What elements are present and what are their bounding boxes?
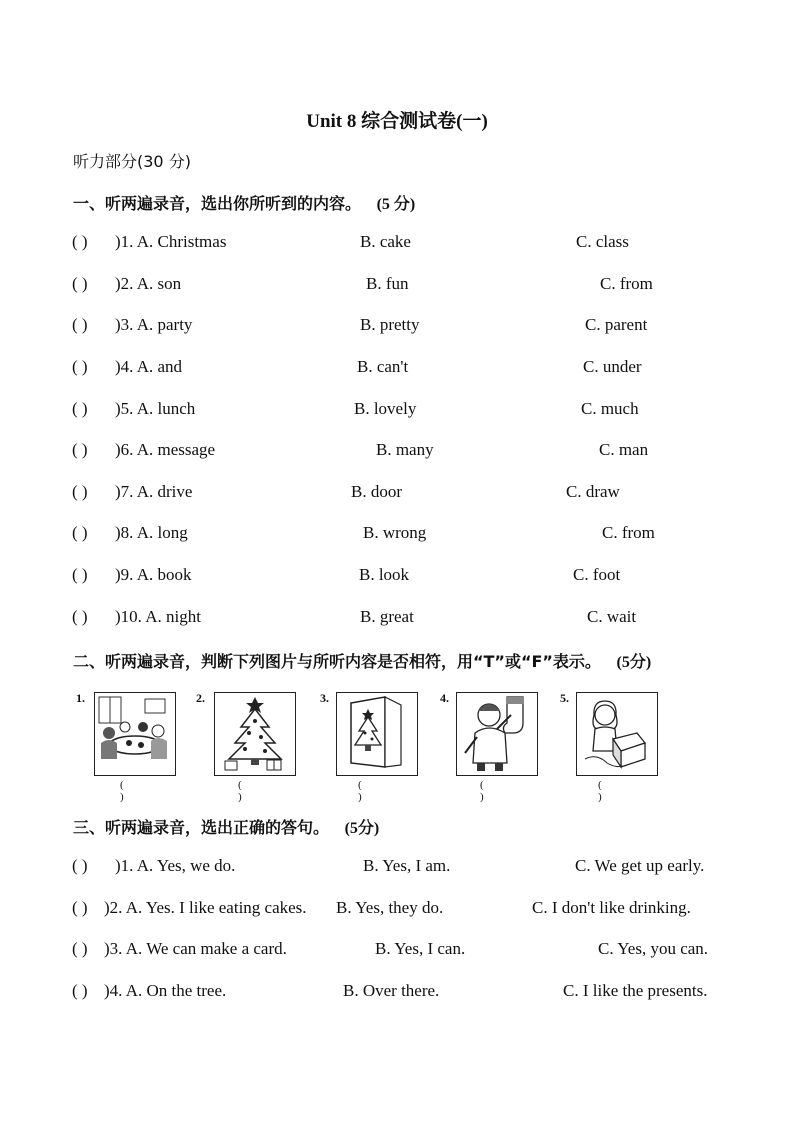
picture-row xyxy=(72,688,722,803)
option-b: B. great xyxy=(360,607,414,626)
family-dinner-picture xyxy=(94,692,176,776)
option-a: )2. A. son xyxy=(115,274,182,293)
option-b: B. Yes, I can. xyxy=(375,939,466,958)
s1-question-1 xyxy=(0,232,794,256)
section1-heading xyxy=(73,191,415,214)
option-b: B. lovely xyxy=(354,399,417,418)
answer-blank[interactable]: ( ) xyxy=(72,856,88,875)
s3-question-2 xyxy=(0,898,794,922)
answer-blank[interactable]: ( ) xyxy=(72,607,88,626)
s3-question-1 xyxy=(0,856,794,880)
s1-question-10 xyxy=(0,607,794,631)
christmas-card-picture xyxy=(336,692,418,776)
option-a: )9. A. book xyxy=(115,565,192,584)
answer-blank[interactable]: ( ) xyxy=(72,315,88,334)
option-c: C. class xyxy=(576,232,629,251)
picture-number: 3. xyxy=(320,691,329,705)
answer-blank[interactable]: ( ) xyxy=(72,357,88,376)
answer-blank[interactable]: ( ) xyxy=(480,779,484,803)
christmas-tree-picture xyxy=(214,692,296,776)
answer-blank[interactable]: ( ) xyxy=(72,565,88,584)
option-c: C. We get up early. xyxy=(575,856,705,875)
girl-opening-present-picture xyxy=(576,692,658,776)
picture-number: 1. xyxy=(76,691,85,705)
answer-blank[interactable]: ( ) xyxy=(72,939,88,958)
option-a: )4. A. and xyxy=(115,357,183,376)
option-c: C. much xyxy=(581,399,639,418)
option-b: B. wrong xyxy=(363,523,427,542)
option-c: C. draw xyxy=(566,482,620,501)
option-a: )7. A. drive xyxy=(115,482,193,501)
section2-heading-text: 二、听两遍录音，判断下列图片与所听内容是否相符，用“T”或“F”表示。 xyxy=(73,652,601,671)
s1-question-8 xyxy=(0,523,794,547)
option-a: )8. A. long xyxy=(115,523,188,542)
answer-blank[interactable]: ( ) xyxy=(72,232,88,251)
s3-question-4 xyxy=(0,981,794,1005)
option-c: C. Yes, you can. xyxy=(598,939,709,958)
picture-number: 5. xyxy=(560,691,569,705)
option-b: B. Yes, I am. xyxy=(363,856,451,875)
option-c: C. I don't like drinking. xyxy=(532,898,691,917)
option-a: )1. A. Christmas xyxy=(115,232,227,251)
option-c: C. wait xyxy=(587,607,637,626)
answer-blank[interactable]: ( ) xyxy=(72,440,88,459)
option-b: B. pretty xyxy=(360,315,420,334)
answer-blank[interactable]: ( ) xyxy=(72,274,88,293)
option-c: C. under xyxy=(583,357,642,376)
s1-question-6 xyxy=(0,440,794,464)
option-a: )2. A. Yes. I like eating cakes. xyxy=(104,898,307,917)
option-b: B. fun xyxy=(366,274,409,293)
s1-question-9 xyxy=(0,565,794,589)
section3-heading xyxy=(73,815,379,838)
section3-score: (5分) xyxy=(344,820,380,837)
s3-question-3 xyxy=(0,939,794,963)
answer-blank[interactable]: ( ) xyxy=(358,779,362,803)
option-b: B. Over there. xyxy=(343,981,440,1000)
section1-score: (5 分) xyxy=(376,196,416,213)
section1-heading-text: 一、听两遍录音，选出你所听到的内容。 xyxy=(73,194,362,213)
option-a: )4. A. On the tree. xyxy=(104,981,227,1000)
page-title: Unit 8 综合测试卷(一) xyxy=(306,111,488,132)
option-b: B. look xyxy=(359,565,410,584)
section2-heading xyxy=(73,649,651,672)
option-c: C. I like the presents. xyxy=(563,981,708,1000)
boy-with-stocking-picture xyxy=(456,692,538,776)
answer-blank[interactable]: ( ) xyxy=(72,981,88,1000)
option-a: )1. A. Yes, we do. xyxy=(115,856,236,875)
option-b: B. Yes, they do. xyxy=(336,898,444,917)
s1-question-5 xyxy=(0,399,794,423)
answer-blank[interactable]: ( ) xyxy=(72,399,88,418)
answer-blank[interactable]: ( ) xyxy=(120,779,124,803)
option-b: B. door xyxy=(351,482,402,501)
option-b: B. can't xyxy=(357,357,409,376)
option-a: )10. A. night xyxy=(115,607,201,626)
option-a: )6. A. message xyxy=(115,440,216,459)
answer-blank[interactable]: ( ) xyxy=(72,523,88,542)
listening-part-label: 听力部分(30 分) xyxy=(73,152,191,171)
option-a: )3. A. We can make a card. xyxy=(104,939,287,958)
answer-blank[interactable]: ( ) xyxy=(72,898,88,917)
section2-score: (5分) xyxy=(616,654,652,671)
s1-question-4 xyxy=(0,357,794,381)
option-a: )5. A. lunch xyxy=(115,399,196,418)
s1-question-7 xyxy=(0,482,794,506)
option-c: C. man xyxy=(599,440,649,459)
option-b: B. many xyxy=(376,440,434,459)
option-b: B. cake xyxy=(360,232,411,251)
picture-number: 4. xyxy=(440,691,449,705)
option-c: C. parent xyxy=(585,315,648,334)
section3-heading-text: 三、听两遍录音，选出正确的答句。 xyxy=(73,818,330,837)
option-c: C. from xyxy=(600,274,653,293)
s1-question-2 xyxy=(0,274,794,298)
picture-number: 2. xyxy=(196,691,205,705)
answer-blank[interactable]: ( ) xyxy=(238,779,242,803)
answer-blank[interactable]: ( ) xyxy=(72,482,88,501)
s1-question-3 xyxy=(0,315,794,339)
option-c: C. from xyxy=(602,523,655,542)
answer-blank[interactable]: ( ) xyxy=(598,779,602,803)
option-c: C. foot xyxy=(573,565,621,584)
option-a: )3. A. party xyxy=(115,315,193,334)
